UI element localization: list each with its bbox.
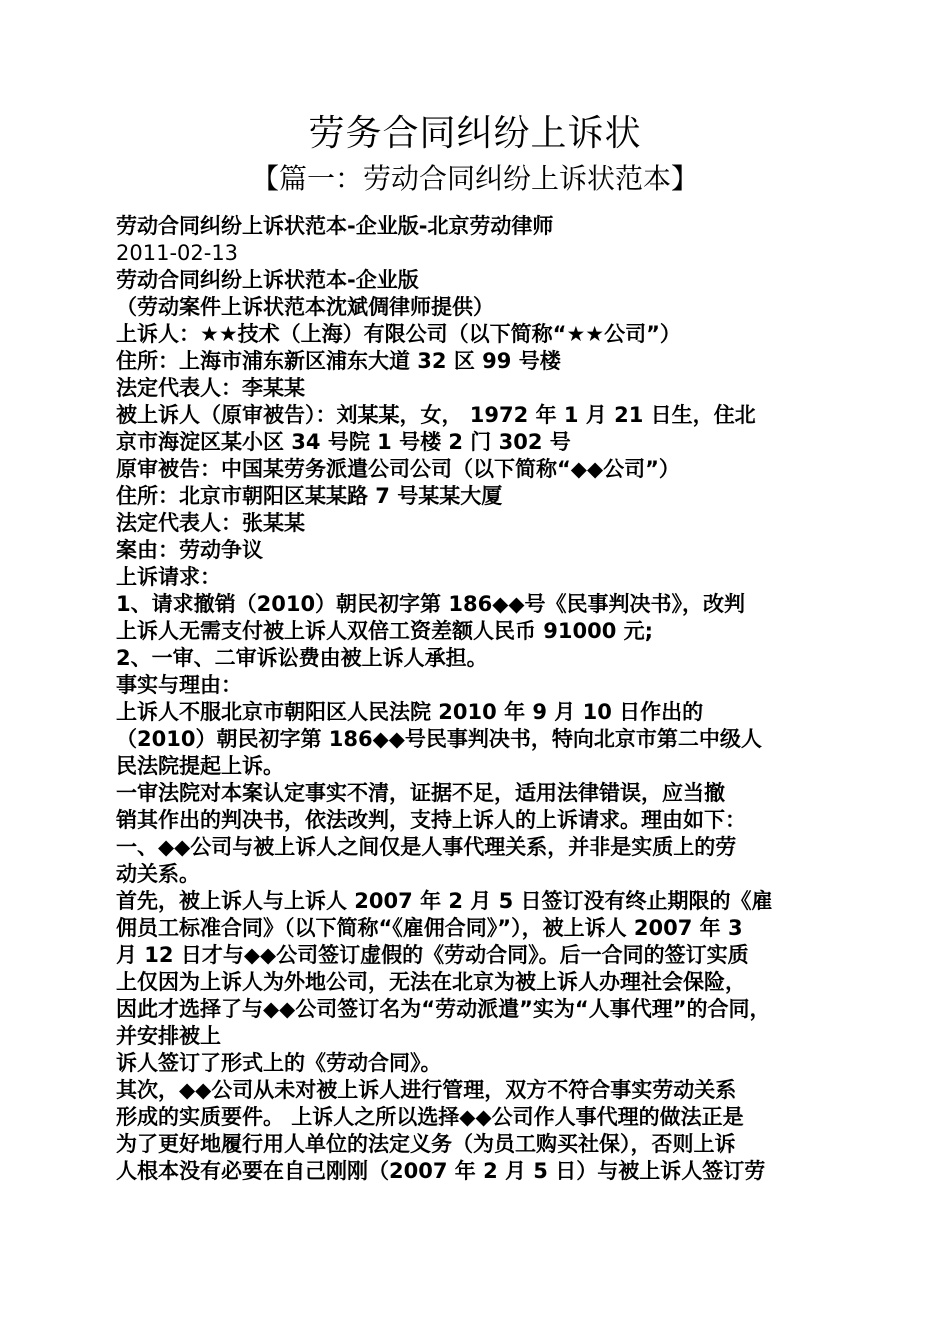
body-line: 劳动合同纠纷上诉状范本-企业版 <box>116 268 419 292</box>
body-line: 原审被告：中国某劳务派遣公司公司（以下简称“◆◆公司”） <box>116 457 680 481</box>
document-body <box>116 213 832 1185</box>
body-line: 上诉人不服北京市朝阳区人民法院 2010 年 9 月 10 日作出的 <box>116 700 704 724</box>
body-line: 被上诉人（原审被告）：刘某某，女， 1972 年 1 月 21 日生，住北 <box>116 403 756 427</box>
body-line: 动关系。 <box>116 862 200 886</box>
body-line: 劳动合同纠纷上诉状范本-企业版-北京劳动律师 <box>116 214 554 238</box>
body-line: 法定代表人：张某某 <box>116 511 305 535</box>
body-line: 并安排被上 <box>116 1024 221 1048</box>
body-line: 一审法院对本案认定事实不清，证据不足，适用法律错误，应当撤 <box>116 781 725 805</box>
body-line: 上仅因为上诉人为外地公司，无法在北京为被上诉人办理社会保险， <box>116 970 746 994</box>
body-line: 诉人签订了形式上的《劳动合同》。 <box>116 1051 442 1075</box>
document-subtitle: 【篇一：劳动合同纠纷上诉状范本】 <box>250 162 699 195</box>
body-line: 住所：北京市朝阳区某某路 7 号某某大厦 <box>116 484 503 508</box>
body-line: 民法院提起上诉。 <box>116 754 284 778</box>
body-line: 法定代表人：李某某 <box>116 376 305 400</box>
body-line: 其次，◆◆公司从未对被上诉人进行管理，双方不符合事实劳动关系 <box>116 1078 737 1102</box>
body-line: 月 12 日才与◆◆公司签订虚假的《劳动合同》。后一合同的签订实质 <box>116 943 749 967</box>
body-line: 形成的实质要件。 上诉人之所以选择◆◆公司作人事代理的做法正是 <box>116 1105 744 1129</box>
body-line: （2010）朝民初字第 186◆◆号民事判决书，特向北京市第二中级人 <box>116 727 762 751</box>
body-line: 上诉人：★★技术（上海）有限公司（以下简称“★★公司”） <box>116 322 681 346</box>
body-line: （劳动案件上诉状范本沈斌倜律师提供） <box>116 295 494 319</box>
body-line: 案由：劳动争议 <box>116 538 263 562</box>
body-line: 2011-02-13 <box>116 241 239 265</box>
body-line: 销其作出的判决书，依法改判，支持上诉人的上诉请求。理由如下： <box>116 808 746 832</box>
body-line: 上诉人无需支付被上诉人双倍工资差额人民币 91000 元; <box>116 619 654 643</box>
body-line: 因此才选择了与◆◆公司签订名为“劳动派遣”实为“人事代理”的合同， <box>116 997 771 1021</box>
body-line: 人根本没有必要在自己刚刚（2007 年 2 月 5 日）与被上诉人签订劳 <box>116 1159 766 1183</box>
body-line: 1、请求撤销（2010）朝民初字第 186◆◆号《民事判决书》，改判 <box>116 592 746 616</box>
body-line: 京市海淀区某小区 34 号院 1 号楼 2 门 302 号 <box>116 430 571 454</box>
body-line: 首先，被上诉人与上诉人 2007 年 2 月 5 日签订没有终止期限的《雇 <box>116 889 773 913</box>
body-line: 事实与理由： <box>116 673 242 697</box>
body-line: 住所：上海市浦东新区浦东大道 32 区 99 号楼 <box>116 349 561 373</box>
body-line: 为了更好地履行用人单位的法定义务（为员工购买社保），否则上诉 <box>116 1132 736 1156</box>
body-line: 佣员工标准合同》（以下简称“《雇佣合同》”），被上诉人 2007 年 3 <box>116 916 743 940</box>
body-line: 2、一审、二审诉讼费由被上诉人承担。 <box>116 646 488 670</box>
body-line: 一、◆◆公司与被上诉人之间仅是人事代理关系，并非是实质上的劳 <box>116 835 737 859</box>
document-title: 劳务合同纠纷上诉状 <box>308 113 642 154</box>
body-line: 上诉请求： <box>116 565 221 589</box>
